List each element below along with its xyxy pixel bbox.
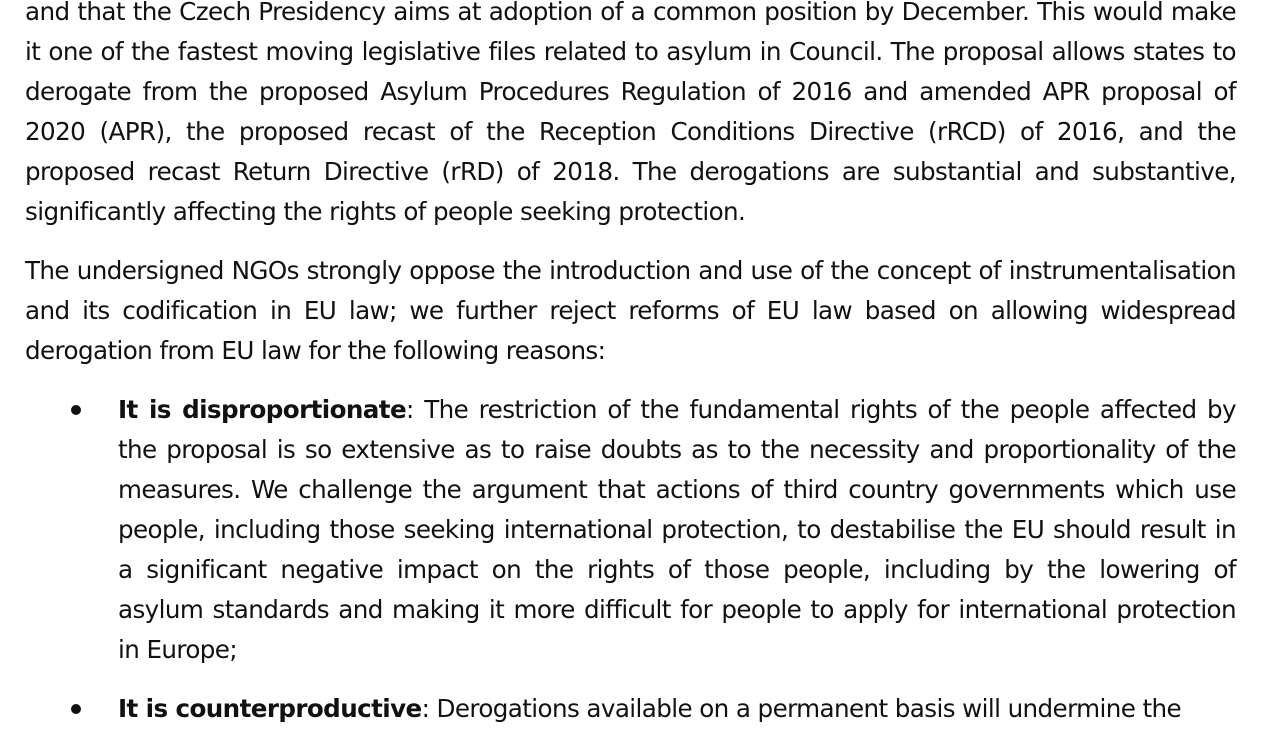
bullet-text: : The restriction of the fundamental rights of the people affected by the proposal is so extensive as to raise doubts as to the necessity and proportionality of the measures. We challenge the argument that actions of third country governments which use people, including those seeking international protection, to destabilise the EU should result in a significant negative impact on the rights of those people, including by the lowering of asylum standards and making it more difficult for people to apply for international protection in Europe; (118, 395, 1236, 664)
bullet-text: : Derogations available on a permanent basis will undermine the (421, 694, 1182, 723)
bullet-title: It is counterproductive (118, 694, 422, 723)
paragraph-czech-presidency: and that the Czech Presidency aims at adoption of a common position by December. This would make it one of the fastest moving legislative files related to asylum in Council. The proposal allows states to derogate from the proposed Asylum Procedures Regulation of 2016 and amended APR proposal of 2020 (APR), the proposed recast of the Reception Conditions Directive (rRCD) of 2016, and the proposed recast Return Directive (rRD) of 2018. The derogations are substantial and substantive, significantly affecting the rights of people seeking protection. (25, 0, 1236, 226)
list-item-disproportionate (25, 390, 1236, 670)
bullet-icon (71, 704, 81, 714)
list-item-counterproductive (25, 689, 1236, 729)
bullet-title: It is disproportionate (118, 395, 407, 424)
reasons-list (25, 390, 1236, 729)
paragraph-ngo-opposition: The undersigned NGOs strongly oppose the introduction and use of the concept of instrumentalisation and its codification in EU law; we further reject reforms of EU law based on allowing widespread derogation from EU law for the following reasons: (25, 256, 1236, 365)
document-body (25, 0, 1236, 748)
bullet-icon (71, 405, 81, 415)
